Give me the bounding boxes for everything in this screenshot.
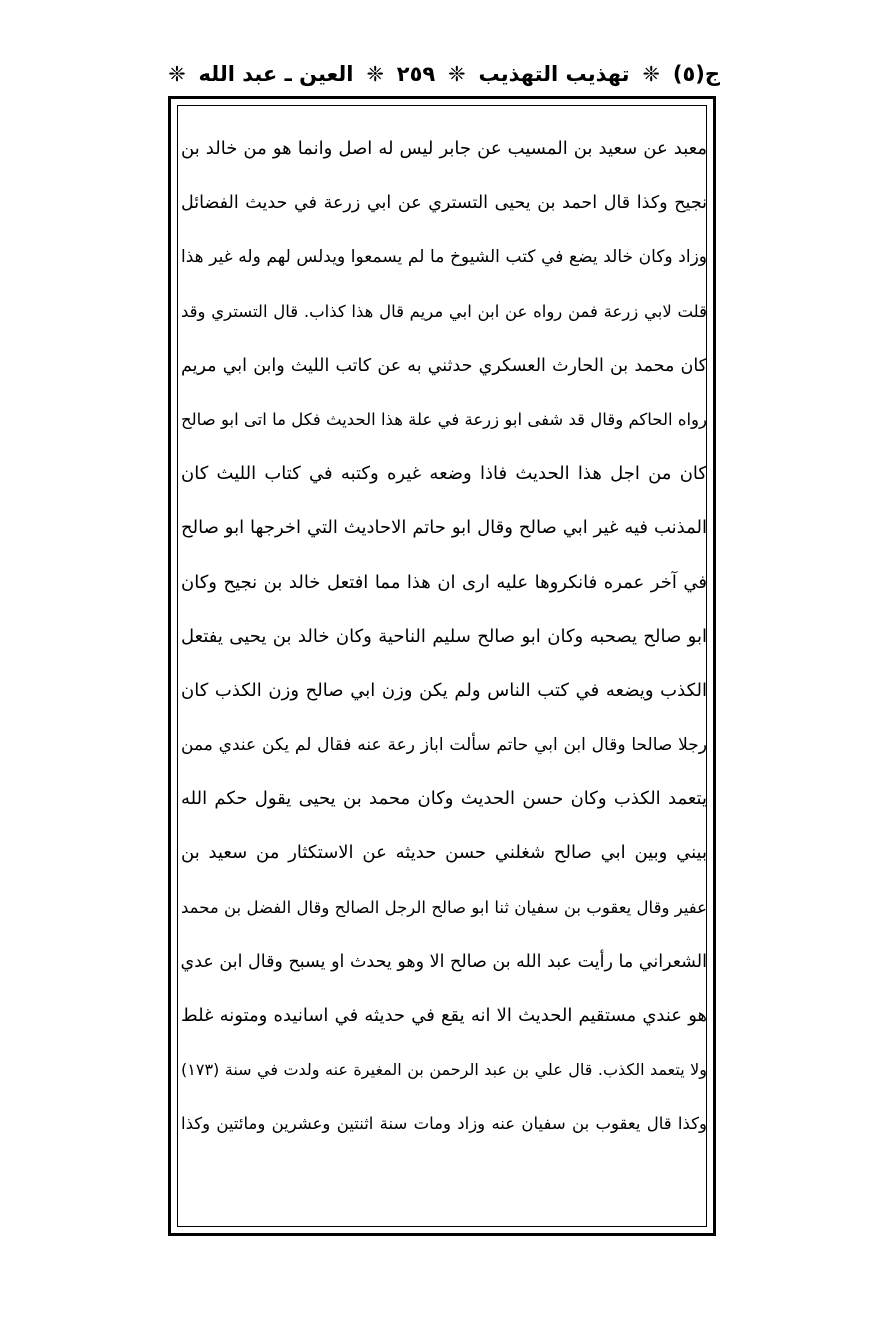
book-title: تهذيب التهذيب [478, 62, 630, 86]
section-title: العين ـ عبد الله [198, 62, 354, 86]
text-line: عفير وقال يعقوب بن سفيان ثنا ابو صالح الرجل الصالح وقال الفضل بن محمد [181, 897, 707, 917]
running-header [168, 52, 720, 96]
text-line: كان من اجل هذا الحديث فاذا وضعه غيره وكتبه في كتاب الليث كان [181, 463, 707, 485]
text-line: الشعراني ما رأيت عبد الله بن صالح الا وهو يحدث او يسبح وقال ابن عدي [181, 951, 707, 972]
text-line: المذنب فيه غير ابي صالح وقال ابو حاتم الاحاديث التي اخرجها ابو صالح [181, 517, 707, 539]
text-line: هو عندي مستقيم الحديث الا انه يقع في حديثه في اسانيده ومتونه غلط [181, 1005, 707, 1026]
text-line: قلت لابي زرعة فمن رواه عن ابن ابي مريم قال هذا كذاب. قال التستري وقد [181, 301, 707, 321]
ornament-icon: ❈ [366, 62, 384, 86]
text-line: رواه الحاكم وقال قد شفى ابو زرعة في علة هذا الحديث فكل ما اتى ابو صالح [181, 409, 707, 429]
text-line: كان محمد بن الحارث العسكري حدثني به عن كاتب الليث وابن ابي مريم [181, 355, 707, 376]
text-line: يتعمد الكذب وكان حسن الحديث وكان محمد بن يحيى يقول حكم الله [181, 788, 707, 810]
ornament-icon: ❈ [642, 62, 660, 86]
page-body [181, 122, 707, 1152]
text-line: نجيح وكذا قال احمد بن يحيى التستري عن ابي زرعة في حديث الفضائل [181, 193, 707, 214]
text-line: بيني وبين ابي صالح شغلني حسن حديثه عن الاستكثار من سعيد بن [181, 842, 707, 864]
text-line: وكذا قال يعقوب بن سفيان عنه وزاد ومات سنة اثنتين وعشرين ومائتين وكذا [181, 1114, 707, 1134]
volume-label: ج(٥) [672, 62, 720, 86]
text-line: ولا يتعمد الكذب. قال علي بن عبد الرحمن بن المغيرة عنه ولدت في سنة (١٧٣) [181, 1060, 707, 1080]
text-line: رجلا صالحا وقال ابن ابي حاتم سألت اباز رعة عنه فقال لم يكن عندي ممن [181, 735, 707, 756]
ornament-icon: ❈ [168, 62, 186, 86]
ornament-icon: ❈ [448, 62, 466, 86]
text-line: وزاد وكان خالد يضع في كتب الشيوخ ما لم يسمعوا ويدلس لهم وله غير هذا [181, 247, 707, 268]
text-line: معبد عن سعيد بن المسيب عن جابر ليس له اصل وانما هو من خالد بن [181, 138, 707, 159]
text-line: ابو صالح يصحبه وكان ابو صالح سليم الناحية وكان خالد بن يحيى يفتعل [181, 625, 707, 647]
text-line: في آخر عمره فانكروها عليه ارى ان هذا مما افتعل خالد بن نجيح وكان [181, 571, 707, 593]
page-number: ٢٥٩ [396, 62, 436, 86]
text-line: الكذب ويضعه في كتب الناس ولم يكن وزن ابي صالح وزن الكذب كان [181, 679, 707, 701]
